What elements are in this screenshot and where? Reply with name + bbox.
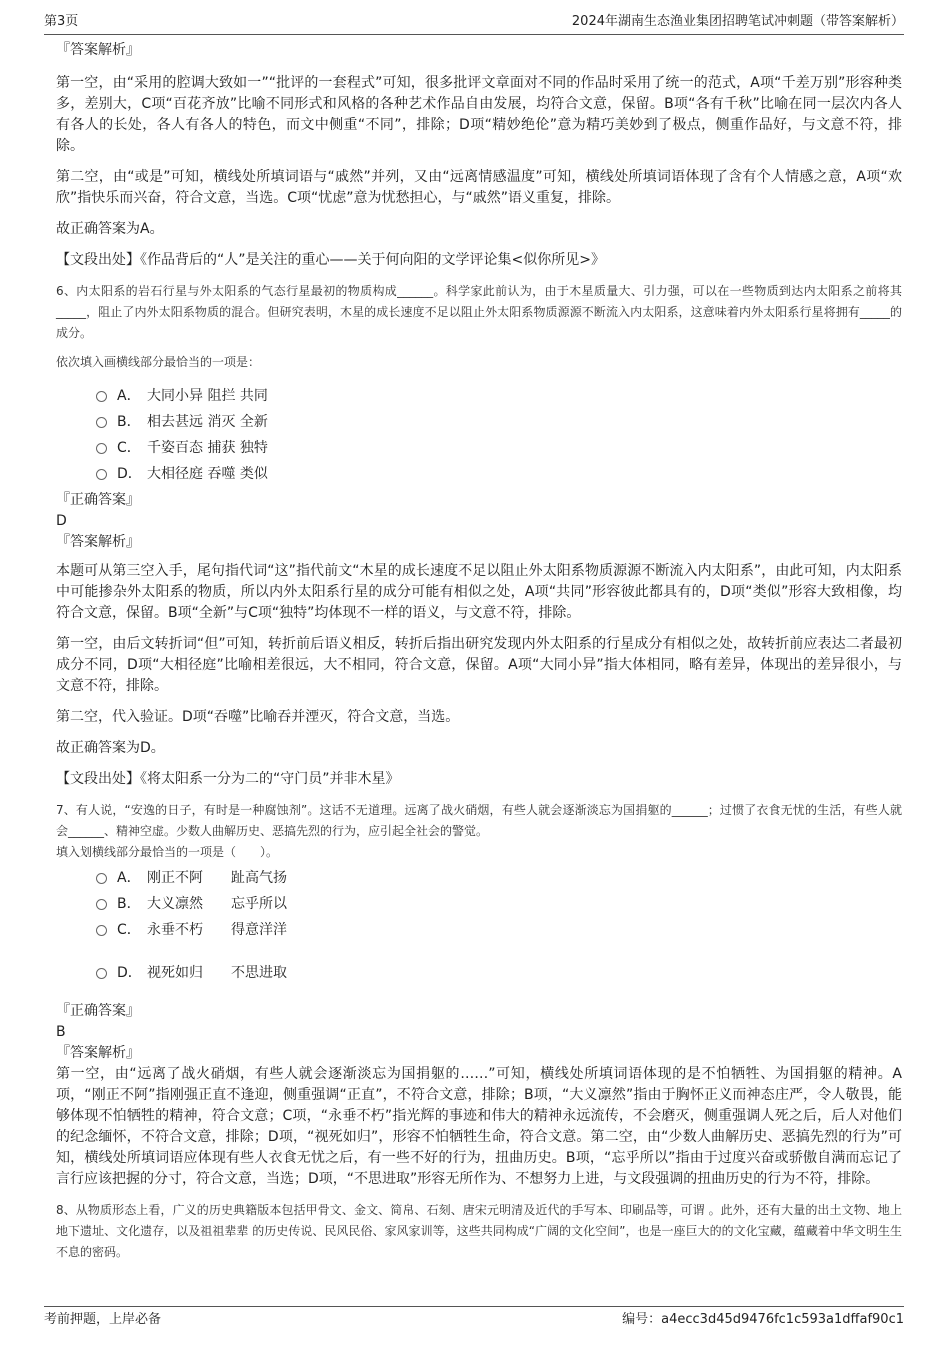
footer-slogan: 考前押题，上岸必备 bbox=[44, 1312, 162, 1327]
radio-icon[interactable] bbox=[96, 417, 107, 428]
q7-analysis-p1: 第一空，由“远离了战火硝烟，有些人就会逐渐淡忘为国捐躯的……”可知，横线处所填词语体现的是不怕牺牲、为国捐躯的精神。A项，“刚正不阿”指刚强正直不逢迎，侧重强调“正直”，不符合文意，排除；B项，“大义凛然”指由于胸怀正义而神态庄严，令人敬畏，能够体现不怕牺牲的精神，符合文意；C项，“永垂不朽”指光辉的事迹和伟大的精神永远流传，不会磨灭，侧重强调人死之后，后人对他们的纪念缅怀，不符合文意，排除；D项，“视死如归”，形容不怕牺牲生命，符合文意。第二空，由“少数人曲解历史、恶搞先烈的行为”可知，横线处所填词语应体现有些人衣食无忧之后，有一些不好的行为，扭曲历史。B项，“忘乎所以”指由于过度兴奋或骄傲自满而忘记了言行应该把握的分寸，符合文意，当选；D项，“不思进取”形容无所作为、不想努力上进，与文段强调的扭曲历史的行为不符，排除。 bbox=[56, 1066, 902, 1187]
q6-source: 【文段出处】《将太阳系一分为二的“守门员”并非木星》 bbox=[56, 771, 400, 787]
radio-icon[interactable] bbox=[96, 899, 107, 910]
q7-prompt: 填入划横线部分最恰当的一项是（ ）。 bbox=[56, 845, 279, 859]
page-footer bbox=[44, 1306, 904, 1331]
q6-analysis-p2: 第一空，由后文转折词“但”可知，转折前后语义相反，转折后指出研究发现内外太阳系的行星成分有相似之处，故转折前应表达二者最初成分不同，D项“大相径庭”比喻相差很远，大不相同，符合文意，保留。A项“大同小异”指大体相同，略有差异，体现出的差异很小，与文意不符，排除。 bbox=[56, 636, 902, 694]
q7-option-a[interactable]: A． 刚正不阿 趾高气扬 bbox=[96, 868, 902, 888]
q8-stem: 8、从物质形态上看，广义的历史典籍版本包括甲骨文、金文、简帛、石刻、唐宋元明清及近代的手写本、印刷品等，可谓 。此外，还有大量的出土文物、地上地下遗址、文化遗存，以及祖祖辈辈 的历史传说、民风民俗、家风家训等，这些共同构成“广阔的文化空间”，也是一座巨大的的文化宝藏，蕴藏着中华文明生生不息的密码。 bbox=[56, 1203, 902, 1259]
q7-option-d[interactable]: D． 视死如归 不思进取 bbox=[96, 963, 902, 983]
q6-answer: D bbox=[56, 513, 67, 529]
q6-option-c[interactable]: C． 千姿百态 捕获 独特 bbox=[96, 438, 902, 458]
radio-icon[interactable] bbox=[96, 443, 107, 454]
q7-option-c[interactable]: C． 永垂不朽 得意洋洋 bbox=[96, 920, 902, 940]
q6-conclusion: 故正确答案为D。 bbox=[56, 740, 165, 756]
q6-answer-label: 『正确答案』 bbox=[56, 492, 140, 508]
document-code: 编号：a4ecc3d45d9476fc1c593a1dffaf90c1 bbox=[622, 1312, 904, 1327]
q6-option-d[interactable]: D． 大相径庭 吞噬 类似 bbox=[96, 464, 902, 484]
q7-option-b[interactable]: B． 大义凛然 忘乎所以 bbox=[96, 894, 902, 914]
q5-analysis-label: 『答案解析』 bbox=[56, 42, 140, 58]
q7-stem: 7、有人说，“安逸的日子，有时是一种腐蚀剂”。这话不无道理。远离了战火硝烟，有些人就会逐渐淡忘为国捐躯的______；过惯了衣食无忧的生活，有些人就会______、精神空虚。少数人曲解历史、恶搞先烈的行为，应引起全社会的警觉。 bbox=[56, 803, 902, 838]
page-header bbox=[44, 12, 904, 35]
q6-analysis-p1: 本题可从第三空入手，尾句指代词“这”指代前文“木星的成长速度不足以阻止外太阳系物质源源不断流入内太阳系”，由此可知，内太阳系中可能掺杂外太阳系的物质，所以内外太阳系行星的成分可能有相似之处，A项“共同”形容彼此都具有的，D项“类似”形容大致相像，均符合文意，保留。B项“全新”与C项“独特”均体现不一样的语义，与文意不符，排除。 bbox=[56, 563, 902, 621]
document-body bbox=[56, 40, 902, 1263]
q5-source: 【文段出处】《作品背后的“人”是关注的重心——关于何向阳的文学评论集<似你所见>》 bbox=[56, 252, 605, 268]
q5-analysis-p1: 第一空，由“采用的腔调大致如一”“批评的一套程式”可知，很多批评文章面对不同的作品时采用了统一的范式，A项“千差万别”形容种类多，差别大，C项“百花齐放”比喻不同形式和风格的各种艺术作品自由发展，均符合文意，保留。B项“各有千秋”比喻在同一层次内各人有各人的长处，各人有各人的特色，而文中侧重“不同”，排除；D项“精妙绝伦”意为精巧美妙到了极点，侧重作品好，与文意不符，排除。 bbox=[56, 75, 902, 154]
q6-option-a[interactable]: A． 大同小异 阻拦 共同 bbox=[96, 386, 902, 406]
document-title: 2024年湖南生态渔业集团招聘笔试冲刺题（带答案解析） bbox=[571, 14, 904, 29]
q6-option-b[interactable]: B． 相去甚远 消灭 全新 bbox=[96, 412, 902, 432]
radio-icon[interactable] bbox=[96, 391, 107, 402]
radio-icon[interactable] bbox=[96, 968, 107, 979]
q6-prompt: 依次填入画横线部分最恰当的一项是： bbox=[56, 355, 261, 369]
radio-icon[interactable] bbox=[96, 925, 107, 936]
q6-stem: 6、内太阳系的岩石行星与外太阳系的气态行星最初的物质构成______。科学家此前认为，由于木星质量大、引力强，可以在一些物质到达内太阳系之前将其_____，阻止了内外太阳系物质的混合。但研究表明，木星的成长速度不足以阻止外太阳系物质源源不断流入内太阳系，这意味着内外太阳系行星将拥有_____的成分。 bbox=[56, 284, 902, 340]
q7-analysis-label: 『答案解析』 bbox=[56, 1045, 140, 1061]
q7-answer: B bbox=[56, 1024, 66, 1040]
q6-analysis-label: 『答案解析』 bbox=[56, 534, 140, 550]
page-number: 第3页 bbox=[44, 14, 79, 29]
q6-analysis-p3: 第二空，代入验证。D项“吞噬”比喻吞并湮灭，符合文意，当选。 bbox=[56, 709, 460, 725]
q5-analysis-p2: 第二空，由“或是”可知，横线处所填词语与“戚然”并列，又由“远离情感温度”可知，横线处所填词语体现了含有个人情感之意，A项“欢欣”指快乐而兴奋，符合文意，当选。C项“忧虑”意为忧愁担心，与“戚然”语义重复，排除。 bbox=[56, 169, 902, 206]
radio-icon[interactable] bbox=[96, 873, 107, 884]
radio-icon[interactable] bbox=[96, 469, 107, 480]
q5-conclusion: 故正确答案为A。 bbox=[56, 221, 164, 237]
q7-answer-label: 『正确答案』 bbox=[56, 1003, 140, 1019]
